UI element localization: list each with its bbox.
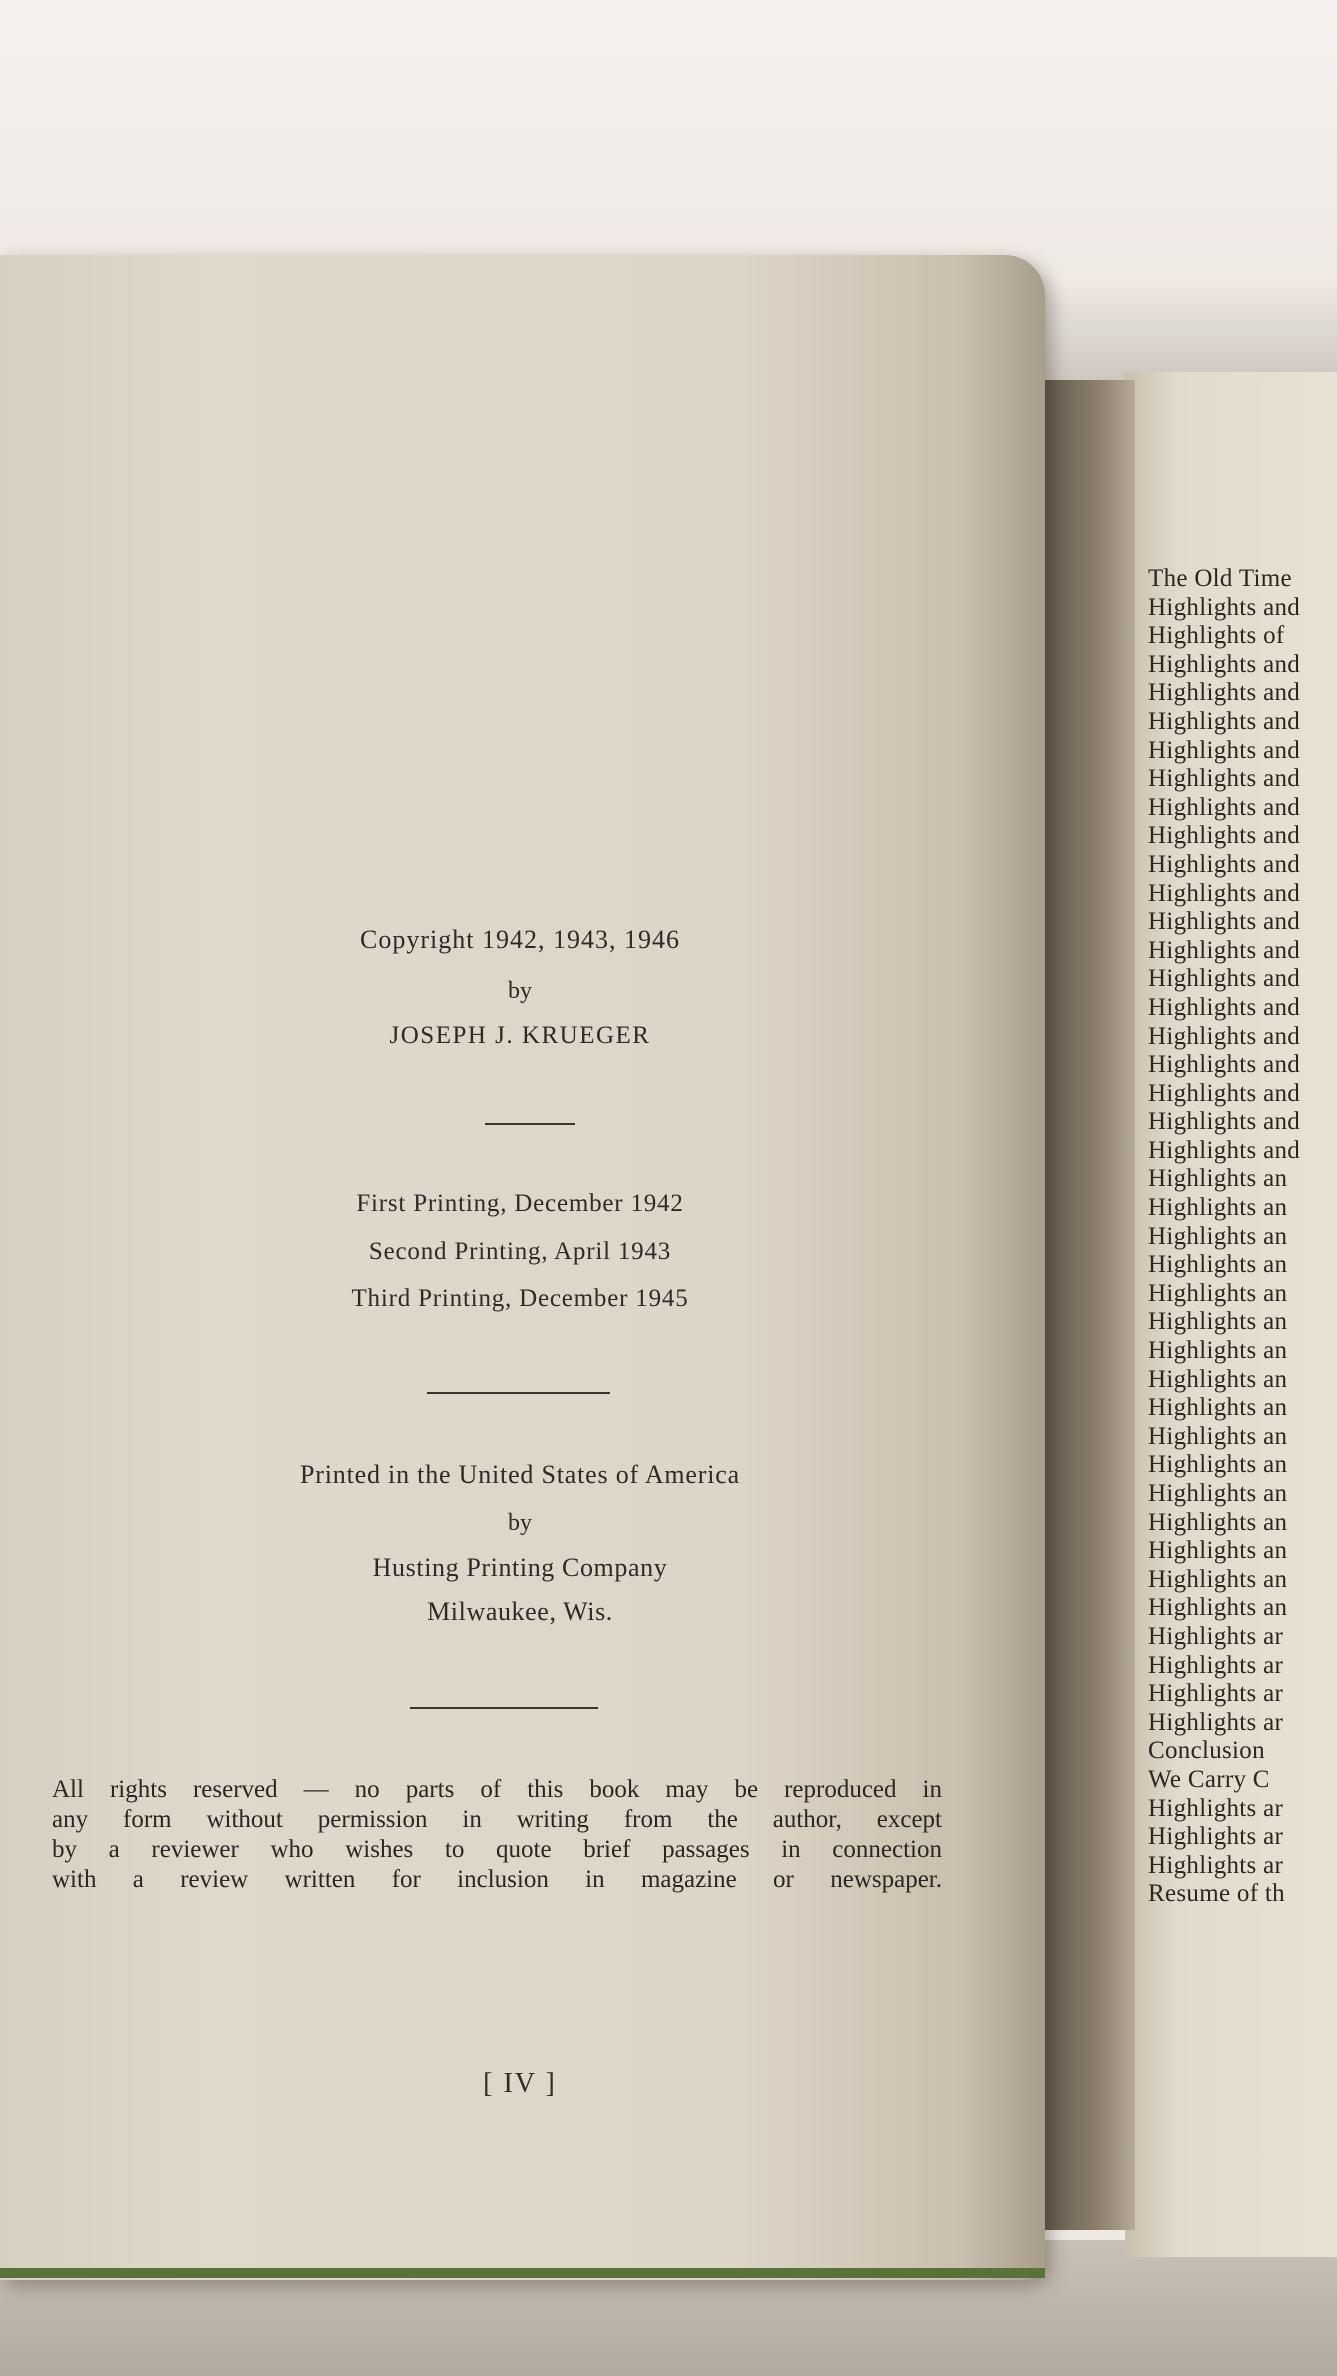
toc-entry: Highlights an [1148,1194,1288,1222]
toc-entry: Highlights and [1148,765,1301,793]
printed-in-line: Printed in the United States of America [300,1460,740,1489]
table-of-contents [1148,565,1337,1909]
toc-entry: Highlights and [1148,1051,1301,1079]
rights-line: All rights reserved — no parts of this book may be reproduced in [52,1776,942,1803]
toc-entry: Highlights an [1148,1337,1288,1365]
left-page [0,255,1045,2280]
printing-second: Second Printing, April 1943 [368,1238,672,1265]
rights-line: with a review written for inclusion in magazine or newspaper. [52,1866,942,1893]
toc-entry: Highlights an [1148,1565,1288,1593]
toc-entry: Highlights an [1148,1451,1288,1479]
printer-name: Husting Printing Company [372,1553,668,1582]
toc-entry: Highlights and [1148,822,1301,850]
toc-entry: Resume of th [1148,1880,1285,1908]
toc-entry: Highlights ar [1148,1680,1284,1708]
toc-entry: Highlights an [1148,1394,1288,1422]
toc-entry: Highlights an [1148,1165,1288,1193]
toc-entry: Highlights an [1148,1422,1288,1450]
toc-entry: Highlights and [1148,965,1301,993]
printing-third: Third Printing, December 1945 [351,1285,689,1312]
toc-entry: The Old Time [1148,565,1292,592]
toc-entry: Highlights ar [1148,1851,1284,1879]
toc-entry: Highlights and [1148,936,1301,964]
toc-entry: Highlights an [1148,1222,1288,1250]
book-cover-edge [0,2268,1045,2278]
rights-line: by a reviewer who wishes to quote brief passages in connection [52,1836,942,1863]
by-line-printer: by [508,1510,532,1536]
toc-entry: Highlights and [1148,593,1301,621]
page-number: [ IV ] [483,2068,557,2099]
rights-line: any form without permission in writing from the author, except [52,1806,942,1833]
toc-entry: Highlights ar [1148,1622,1284,1650]
toc-entry: Highlights and [1148,1108,1301,1136]
toc-entry: Highlights ar [1148,1794,1284,1822]
toc-entry: Highlights and [1148,679,1301,707]
toc-entry: Highlights and [1148,707,1301,735]
by-line-author: by [508,978,532,1004]
toc-entry: Highlights of [1148,622,1285,650]
divider-rule [485,1123,575,1125]
printing-first: First Printing, December 1942 [356,1190,684,1217]
printer-city: Milwaukee, Wis. [427,1597,613,1626]
toc-entry: Highlights and [1148,993,1301,1021]
toc-entry: Highlights and [1148,908,1301,936]
divider-rule [427,1392,610,1394]
toc-entry: Highlights an [1148,1594,1288,1622]
toc-entry: Highlights an [1148,1537,1288,1565]
toc-entry: Highlights and [1148,850,1301,878]
toc-entry: Highlights an [1148,1508,1288,1536]
toc-entry: Highlights and [1148,1022,1301,1050]
toc-entry: Highlights an [1148,1308,1288,1336]
toc-entry: We Carry C [1148,1765,1270,1793]
toc-entry: Highlights and [1148,1136,1301,1164]
toc-entry: Highlights an [1148,1279,1288,1307]
author-name: JOSEPH J. KRUEGER [389,1022,651,1049]
toc-entry: Conclusion [1148,1737,1265,1765]
divider-rule [410,1707,598,1709]
toc-entry: Highlights an [1148,1480,1288,1507]
toc-entry: Highlights and [1148,736,1301,764]
toc-entry: Highlights and [1148,879,1301,907]
rights-notice [52,1775,942,1895]
toc-entry: Highlights an [1148,1251,1288,1279]
copyright-line: Copyright 1942, 1943, 1946 [360,925,680,954]
toc-entry: Highlights ar [1148,1823,1284,1851]
toc-entry: Highlights ar [1148,1708,1284,1736]
toc-entry: Highlights ar [1148,1651,1284,1679]
toc-entry: Highlights an [1148,1365,1288,1393]
toc-entry: Highlights and [1148,793,1301,821]
toc-entry: Highlights and [1148,1079,1301,1107]
toc-entry: Highlights and [1148,650,1301,678]
